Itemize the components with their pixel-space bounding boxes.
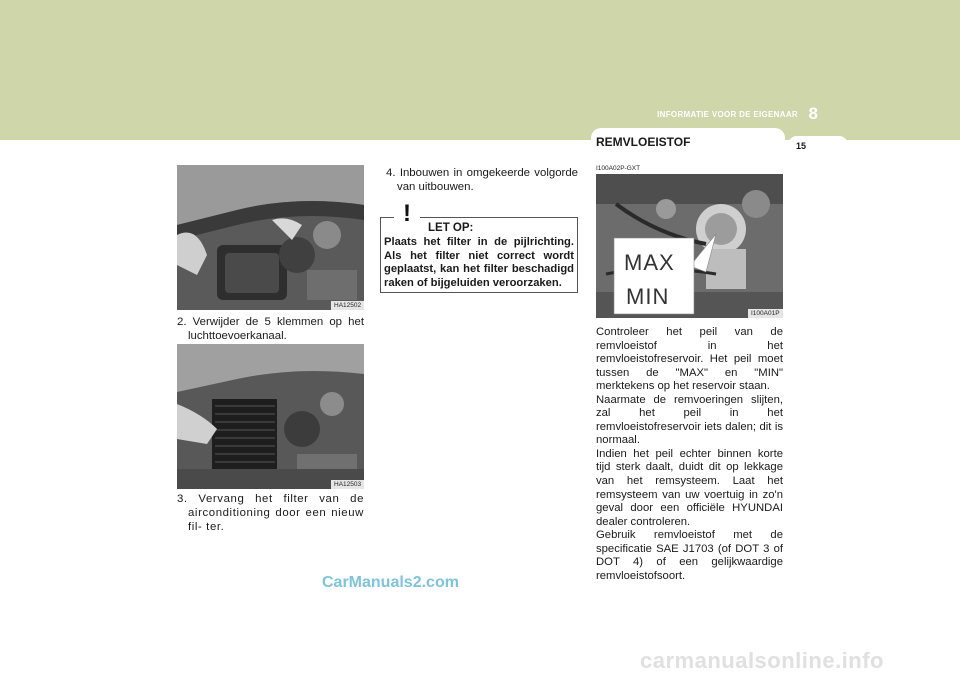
caution-title: LET OP: [428,222,474,234]
caution-text: Plaats het filter in de pijlrichting. Als het filter niet correct wordt geplaatst, kan het filter beschadigd raken of bijgeluiden veroorzaken. [384,236,574,289]
figure-reference-code: I100A02P-GXT [596,165,641,172]
engine-photo-2 [177,344,364,489]
svg-text:!: ! [403,200,411,224]
page-number: 15 [796,141,807,151]
photo1-code: HA12502 [331,301,364,310]
watermark-carmanualsonline: carmanualsonline.info [640,648,884,673]
warning-icon [394,200,420,224]
brake-fluid-text [596,326,783,583]
photo2-code: HA12503 [331,480,364,489]
brake-para-3: Indien het peil echter binnen korte tijd sterk daalt, duidt dit op lekkage van het remsysteem. Laat het remsysteem van uw voertuig in zo'n geval door een officiële HYUNDAI dealer controleren. [596,447,783,528]
min-label: MIN [626,284,670,309]
step-2-number: 2. [177,316,187,328]
engine-photo-1 [177,165,364,310]
max-label: MAX [624,250,675,275]
step-4-text: Inbouwen in omgekeerde volgorde van uitbouwen. [397,167,578,193]
step-4 [386,166,578,194]
brake-para-4: Gebruik remvloeistof met de specificatie SAE J1703 (of DOT 3 of DOT 4) of een gelijkwaardige remvloeistofsoort. [596,529,783,582]
step-2 [177,315,364,343]
page-title: REMVLOEISTOF [596,135,691,149]
section-title: INFORMATIE VOOR DE EIGENAAR [657,110,798,119]
chapter-number: 8 [808,104,818,123]
brake-para-1: Controleer het peil van de remvloeistof in het remvloeistofreservoir. Het peil moet tussen de "MAX" en "MIN" merktekens op het reservoir staan. [596,326,783,393]
step-4-number: 4. [386,167,396,179]
brake-para-2: Naarmate de remvoeringen slijten, zal het peil in het remvloeistofreservoir iets dalen; dit is normaal. [596,393,783,447]
brake-reservoir-photo [596,174,783,318]
step-3 [177,492,364,534]
photo3-code: I100A01P [748,309,783,318]
watermark-carmanuals2-link[interactable]: CarManuals2.com [322,574,459,591]
step-2-text: Verwijder de 5 klemmen op het luchttoevoerkanaal. [188,316,364,342]
step-3-number: 3. [177,493,188,505]
step-3-text: Vervang het filter van de airconditioning door een nieuw fil- ter. [188,493,364,533]
